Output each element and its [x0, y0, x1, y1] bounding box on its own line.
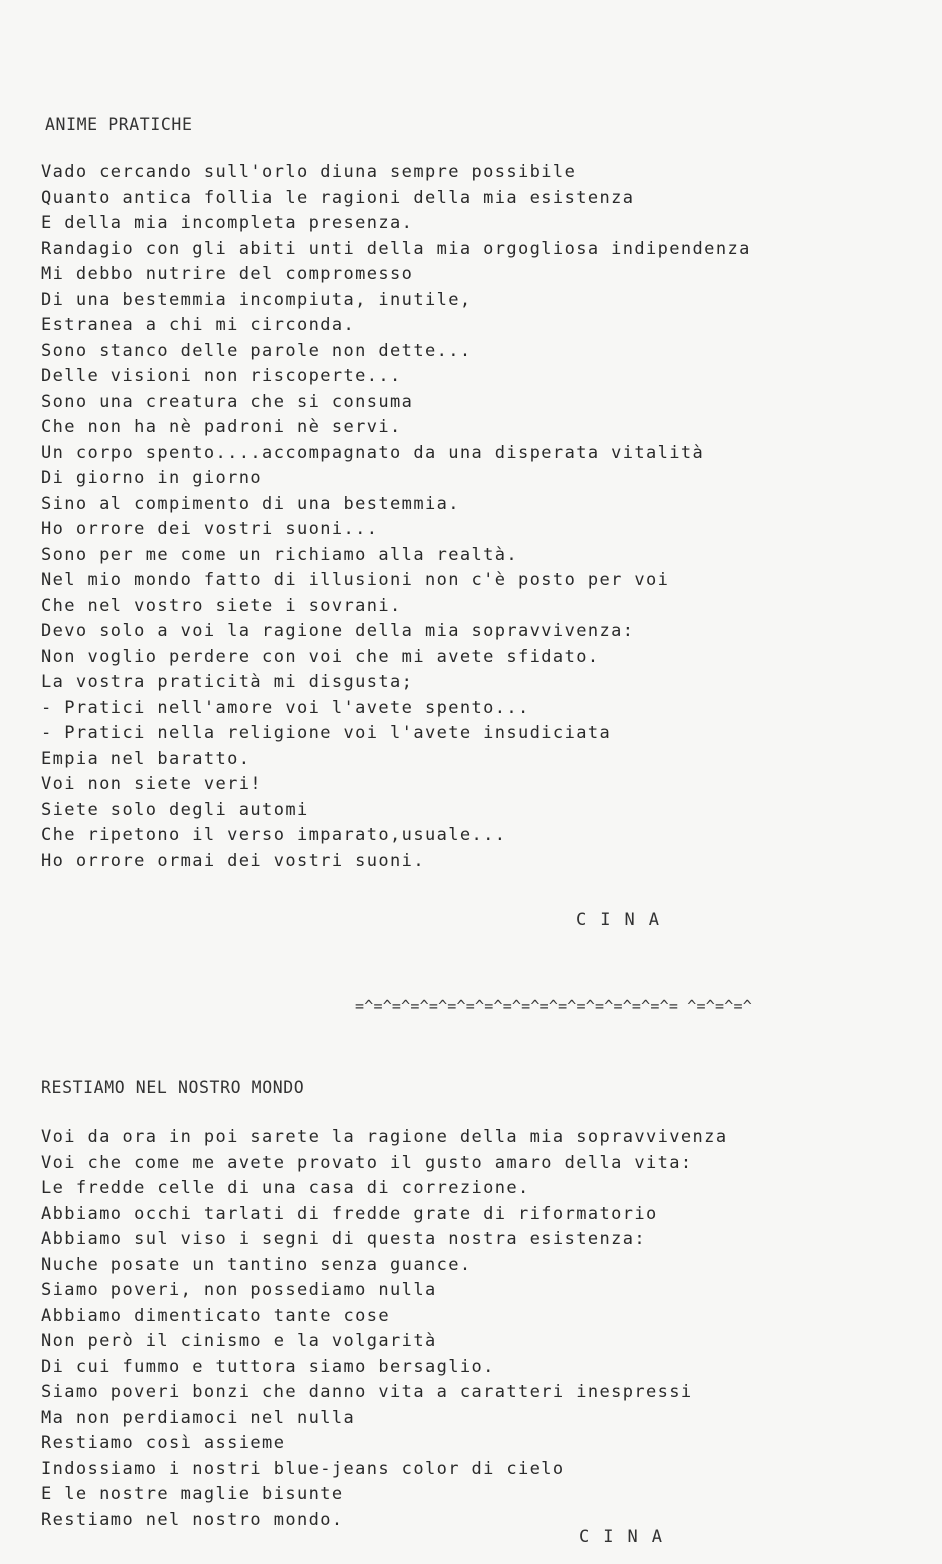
poem-line: Ma non perdiamoci nel nulla	[41, 1407, 356, 1428]
poem-line: Voi da ora in poi sarete la ragione della mia sopravvivenza	[41, 1127, 728, 1147]
poem-line: Di giorno in giorno	[41, 468, 263, 488]
poem-body	[41, 1125, 727, 1533]
poem-line: Nuche posate un tantino senza guance.	[41, 1254, 472, 1275]
poem-line: Delle visioni non riscoperte...	[41, 366, 402, 386]
poem-line: Siete solo degli automi	[41, 799, 309, 820]
poem-line: Vado cercando sull'orlo diuna sempre possibile	[41, 162, 577, 182]
poem-line: Sono per me come un richiamo alla realtà.	[41, 544, 519, 565]
poem-line: Abbiamo occhi tarlati di fredde grate di riformatorio	[41, 1203, 658, 1224]
poem-line: Non voglio perdere con voi che mi avete sfidato.	[41, 646, 600, 667]
poem-signature: CINA	[576, 910, 673, 930]
poem-line: Ho orrore dei vostri suoni...	[41, 519, 379, 539]
poem-line: E della mia incompleta presenza.	[41, 213, 414, 233]
poem-line: Che ripetono il verso imparato,usuale...	[41, 825, 507, 845]
poem-line: Sono una creatura che si consuma	[41, 391, 414, 412]
poem-line: Abbiamo dimenticato tante cose	[41, 1305, 391, 1326]
poem-line: Voi che come me avete provato il gusto amaro della vita:	[41, 1152, 693, 1173]
poem-line: E le nostre maglie bisunte	[41, 1484, 344, 1504]
poem-line: Restiamo nel nostro mondo.	[41, 1509, 344, 1530]
poem-line: Siamo poveri, non possediamo nulla	[41, 1280, 437, 1300]
poem-line: Non però il cinismo e la volgarità	[41, 1331, 437, 1351]
poem-line: Un corpo spento....accompagnato da una disperata vitalità	[41, 442, 705, 463]
poem-line: Che non ha nè padroni nè servi.	[41, 417, 402, 437]
poem-line: Empia nel baratto.	[41, 748, 251, 769]
poem-line: - Pratici nell'amore voi l'avete spento...	[41, 697, 530, 718]
poem-line: Quanto antica follia le ragioni della mia esistenza	[41, 187, 635, 208]
poem-line: Abbiamo sul viso i segni di questa nostra esistenza:	[41, 1229, 647, 1249]
poem-line: Mi debbo nutrire del compromesso	[41, 264, 414, 284]
poem-line: La vostra praticità mi disgusta;	[41, 672, 414, 692]
poem-line: Nel mio mondo fatto di illusioni non c'è posto per voi	[41, 570, 670, 590]
section-divider: =^=^=^=^=^=^=^=^=^=^=^=^=^=^=^=^=^= ^=^=^=^	[355, 997, 752, 1015]
poem-line: Devo solo a voi la ragione della mia sopravvivenza:	[41, 621, 635, 641]
poem-line: Che nel vostro siete i sovrani.	[41, 595, 402, 616]
poem-line: Restiamo così assieme	[41, 1433, 286, 1453]
poem-line: Randagio con gli abiti unti della mia orgogliosa indipendenza	[41, 238, 751, 259]
poem-line: Le fredde celle di una casa di correzione.	[41, 1178, 530, 1198]
poem-line: Siamo poveri bonzi che danno vita a caratteri inespressi	[41, 1382, 693, 1402]
poem-line: Indossiamo i nostri blue-jeans color di cielo	[41, 1458, 565, 1479]
poem-line: Sono stanco delle parole non dette...	[41, 340, 472, 361]
poem-line: Voi non siete veri!	[41, 774, 263, 794]
poem-line: Estranea a chi mi circonda.	[41, 315, 356, 335]
poem-line: - Pratici nella religione voi l'avete insudiciata	[41, 723, 612, 743]
poem-line: Di una bestemmia incompiuta, inutile,	[41, 289, 472, 310]
poem-line: Di cui fummo e tuttora siamo bersaglio.	[41, 1356, 495, 1377]
poem-line: Ho orrore ormai dei vostri suoni.	[41, 850, 425, 871]
poem-title: RESTIAMO NEL NOSTRO MONDO	[41, 1078, 305, 1097]
poem-body	[41, 160, 751, 874]
poem-signature: CINA	[579, 1527, 676, 1547]
poem-line: Sino al compimento di una bestemmia.	[41, 493, 460, 514]
poem-title: ANIME PRATICHE	[45, 115, 193, 134]
